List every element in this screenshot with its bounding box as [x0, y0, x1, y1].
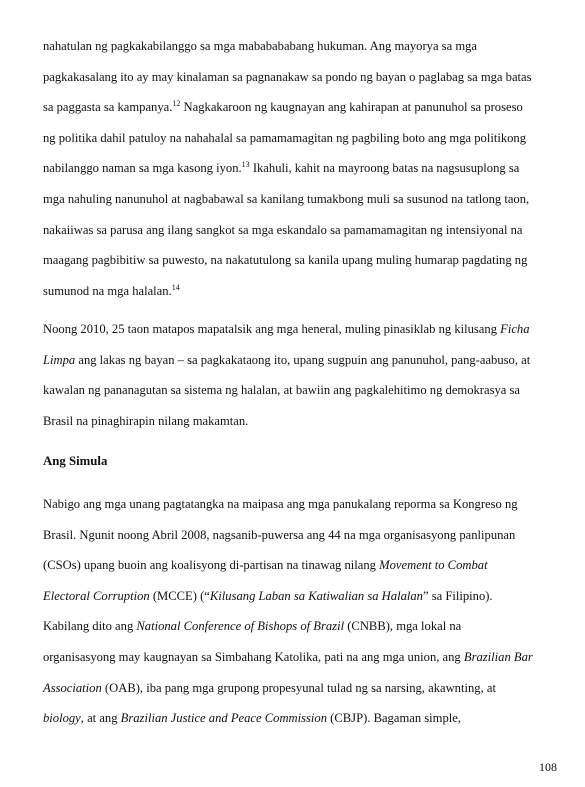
- text-run: Nagkakaroon ng kaugnayan ang kahirapan at panunuhol sa proseso: [180, 100, 523, 115]
- footnote-ref: 13: [241, 160, 250, 170]
- text-run: nabilanggo naman sa mga kasong iyon.: [43, 161, 242, 176]
- text-run: Brazilian Justice and Peace Commission: [120, 711, 328, 726]
- text-run: mga nahuling nanunuhol at nagbabawal sa kanilang tumakbong muli sa susunod na tatlong taon,: [43, 191, 530, 206]
- text-run: (CNBB), mga lokal na: [344, 619, 462, 634]
- paragraph-ficha-limpa: [43, 314, 563, 436]
- text-run: Limpa: [43, 352, 76, 367]
- section-heading: Ang Simula: [43, 454, 108, 468]
- text-run: sa paggasta sa kampanya.: [43, 100, 173, 115]
- text-run: ” sa Filipino).: [422, 588, 493, 603]
- page-number: 108: [539, 760, 557, 774]
- footnote-ref: 14: [171, 282, 180, 292]
- text-run: Brasil. Ngunit noong Abril 2008, nagsanib-puwersa ang 44 na mga organisasyong panlipunan: [43, 527, 516, 542]
- text-run: organisasyong may kaugnayan sa Simbahang Katolika, pati na ang mga union, ang: [43, 649, 464, 664]
- text-run: nahatulan ng pagkakabilanggo sa mga mababababang hukuman. Ang mayorya sa mga: [43, 39, 478, 53]
- text-run: Movement to Combat: [379, 558, 488, 573]
- paragraph-ang-simula: [43, 489, 563, 734]
- text-run: Electoral Corruption: [43, 588, 150, 603]
- text-run: maagang pagbibitiw sa puwesto, na nakatutulong sa kanila upang muling humarap pagdating ng: [43, 253, 528, 268]
- text-run: (OAB), iba pang mga grupong propesyunal tulad ng sa narsing, akawnting, at: [101, 680, 496, 695]
- text-run: Kilusang Laban sa Katiwalian sa Halalan: [209, 588, 423, 603]
- text-run: (MCCE) (“: [149, 588, 210, 603]
- text-run: Nabigo ang mga unang pagtatangka na maipasa ang mga panukalang reporma sa Kongreso ng: [43, 497, 518, 511]
- text-run: ang lakas ng bayan – sa pagkakataong ito, upang sugpuin ang panunuhol, pang-aabuso, at: [75, 352, 531, 367]
- text-run: Kabilang dito ang: [43, 619, 137, 634]
- text-run: kawalan ng pananagutan sa sistema ng halalan, at bawiin ang pagkalehitimo ng demokrasya sa: [43, 383, 521, 398]
- text-run: National Conference of Bishops of Brazil: [136, 619, 345, 634]
- text-run: Noong 2010, 25 taon matapos mapatalsik ang mga heneral, muling pinasiklab ng kilusang: [43, 322, 501, 336]
- text-run: (CBJP). Bagaman simple,: [327, 711, 462, 726]
- text-run: Ficha: [500, 322, 530, 336]
- text-run: nakaiiwas sa parusa ang ilang sangkot sa mga eskandalo sa pamamamagitan ng intensiyonal na: [43, 222, 523, 237]
- text-run: biology: [43, 711, 81, 726]
- text-run: pagkakasalang ito ay may kinalaman sa pagnanakaw sa pondo ng bayan o paglabag sa mga batas: [43, 69, 532, 84]
- footnote-ref: 12: [172, 99, 181, 109]
- paragraph-intro: [43, 31, 563, 306]
- text-run: , at ang: [80, 711, 121, 726]
- text-run: (CSOs) upang buoin ang koalisyong di-partisan na tinawag nilang: [43, 558, 380, 573]
- text-run: Association: [43, 680, 102, 695]
- text-run: Ikahuli, kahit na mayroong batas na nagsusuplong sa: [249, 161, 520, 176]
- text-run: Brazilian Bar: [463, 649, 533, 664]
- text-run: Brasil na pinaghirapin nilang makamtan.: [43, 413, 249, 428]
- text-run: ng politika dahil patuloy na nahahalal sa pamamamagitan ng pagbiling boto ang mga politikong: [43, 130, 527, 145]
- text-run: sumunod na mga halalan.: [43, 283, 172, 298]
